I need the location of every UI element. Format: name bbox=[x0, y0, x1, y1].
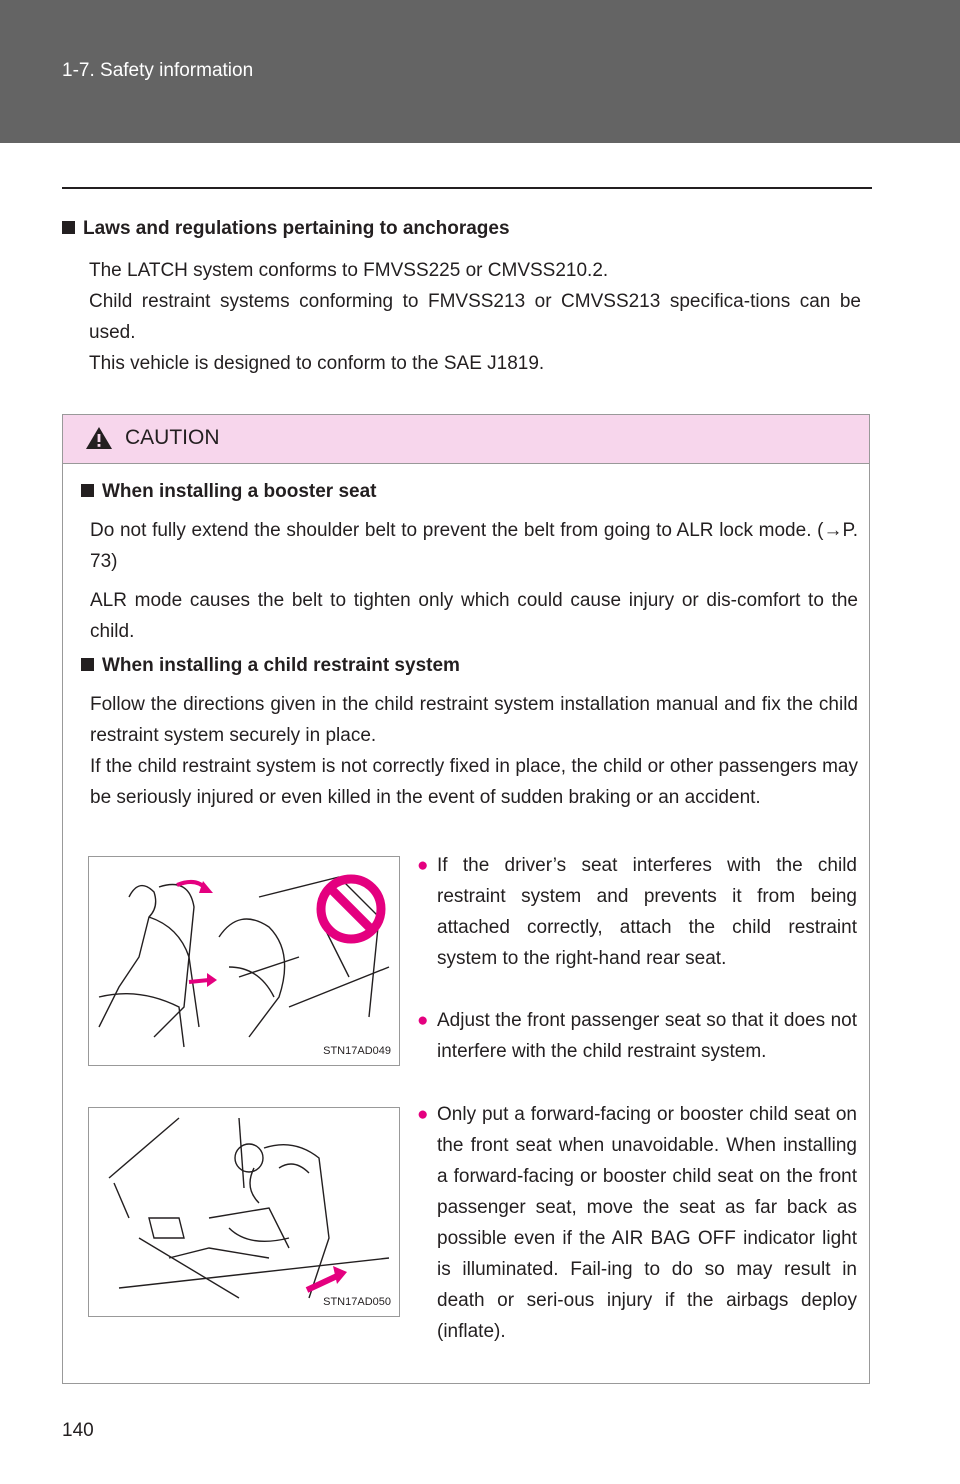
child-restraint-heading-text: When installing a child restraint system bbox=[102, 655, 460, 676]
figure-front-seat-child-seat bbox=[88, 1107, 400, 1317]
child-restraint-heading bbox=[81, 655, 460, 677]
child-restraint-paragraph-1: Follow the directions given in the child restraint system installation manual and fix the child restraint system securely in place. bbox=[90, 694, 858, 746]
bullet-dot-icon: ● bbox=[417, 1010, 429, 1031]
page-number: 140 bbox=[62, 1420, 94, 1441]
laws-heading-text: Laws and regulations pertaining to anchorages bbox=[83, 218, 510, 239]
warning-icon bbox=[85, 425, 113, 451]
square-bullet-icon bbox=[62, 221, 75, 234]
bullet-item bbox=[417, 1005, 857, 1067]
prohibited-icon bbox=[315, 873, 387, 945]
figure-code: STN17AD049 bbox=[323, 1045, 391, 1057]
bullet-dot-icon: ● bbox=[417, 1104, 429, 1125]
bullet-text: Only put a forward-facing or booster child seat on the front seat when unavoidable. When installing a forward-facing or booster child seat on the front passenger seat, move the seat as far back as possible even if the AIR BAG OFF indicator light is illuminated. Fail-ing to do so may result in death or seri-ous injury if the airbags deploy (inflate). bbox=[437, 1104, 857, 1342]
figure-driver-seat-interference bbox=[88, 856, 400, 1066]
bullet-text: If the driver’s seat interferes with the child restraint system and prevents it from being attached correctly, attach the child restraint system to the right-hand rear seat. bbox=[437, 855, 857, 969]
square-bullet-icon bbox=[81, 658, 94, 671]
laws-body bbox=[89, 255, 861, 379]
bullet-item bbox=[417, 850, 857, 974]
caution-title: CAUTION bbox=[125, 426, 220, 449]
bullet-item bbox=[417, 1099, 857, 1347]
laws-paragraph: The LATCH system conforms to FMVSS225 or CMVSS210.2. bbox=[89, 260, 609, 281]
laws-heading bbox=[62, 218, 510, 240]
bullet-dot-icon: ● bbox=[417, 855, 429, 876]
bullet-text: Adjust the front passenger seat so that it does not interfere with the child restraint system. bbox=[437, 1010, 857, 1062]
booster-heading-text: When installing a booster seat bbox=[102, 481, 377, 502]
caution-header bbox=[63, 415, 869, 464]
caution-box bbox=[62, 414, 870, 1384]
divider bbox=[62, 187, 872, 189]
page-header bbox=[0, 0, 960, 143]
figure-code: STN17AD050 bbox=[323, 1296, 391, 1308]
section-title: 1-7. Safety information bbox=[62, 60, 254, 81]
child-restraint-paragraph-2: If the child restraint system is not correctly fixed in place, the child or other passengers may be seriously injured or even killed in the event of sudden braking or an accident. bbox=[90, 756, 858, 808]
booster-paragraph-1: Do not fully extend the shoulder belt to prevent the belt from going to ALR lock mode. (→P. 73) bbox=[90, 520, 858, 572]
laws-paragraph: Child restraint systems conforming to FMVSS213 or CMVSS213 specifica-tions can be used. bbox=[89, 291, 861, 343]
square-bullet-icon bbox=[81, 484, 94, 497]
booster-heading bbox=[81, 481, 377, 503]
booster-paragraph-2: ALR mode causes the belt to tighten only which could cause injury or dis-comfort to the child. bbox=[90, 590, 858, 642]
front-seat-illustration bbox=[89, 1108, 400, 1317]
laws-paragraph: This vehicle is designed to conform to the SAE J1819. bbox=[89, 353, 545, 374]
